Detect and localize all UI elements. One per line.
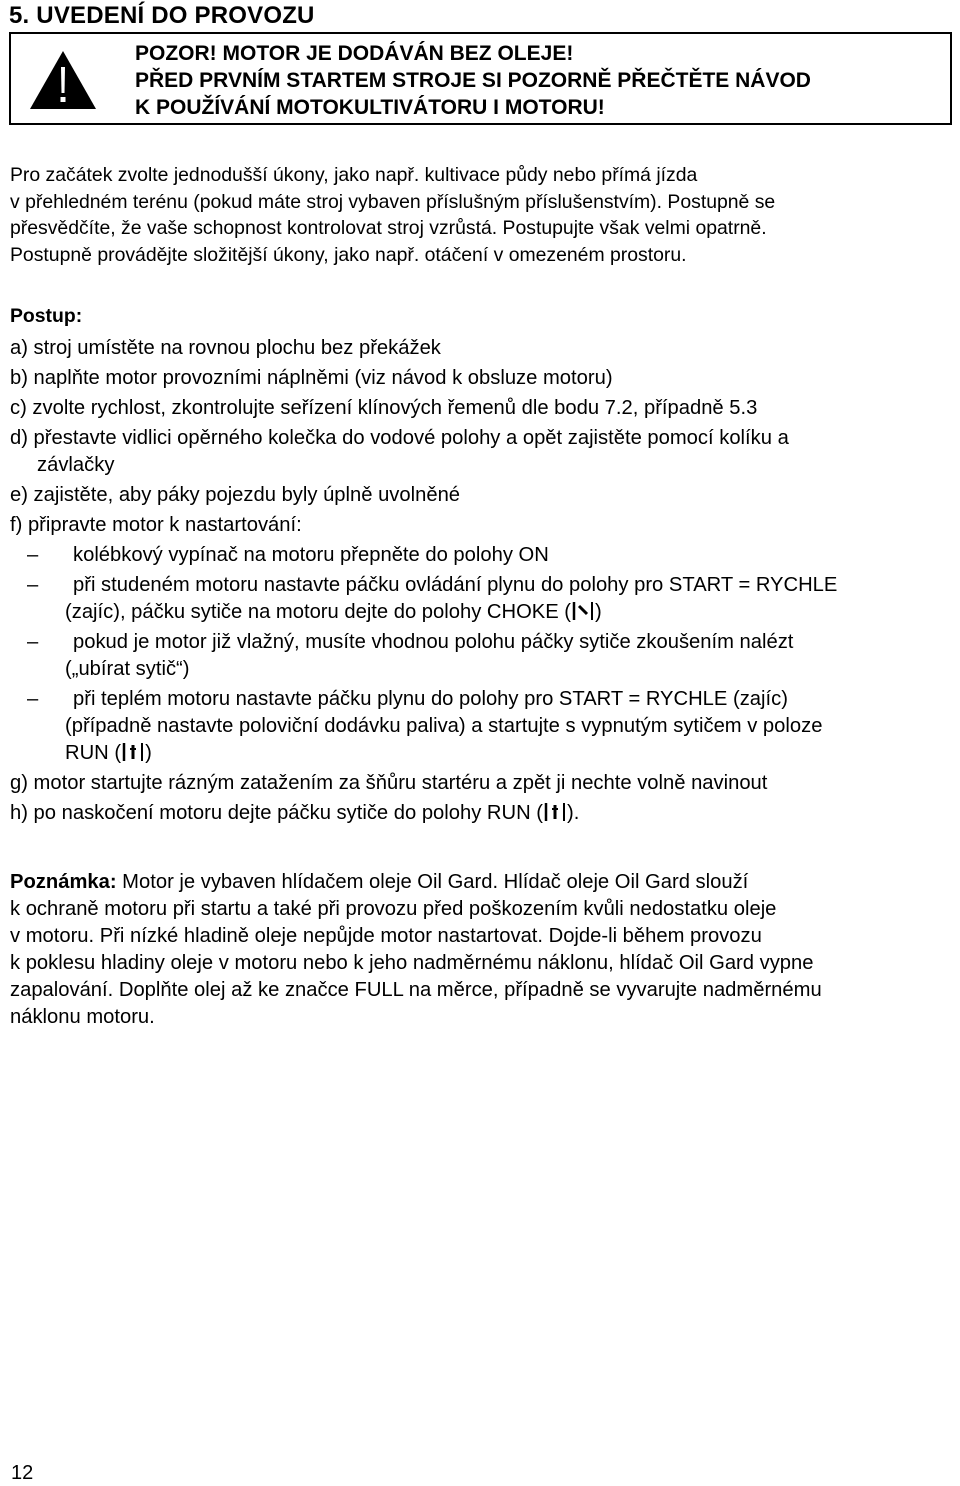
run-symbol-icon [121,742,145,762]
dash-bullet: – [27,688,39,710]
substep-text: kolébkový vypínač na motoru přepněte do polohy ON [73,544,549,566]
warning-line: K POUŽÍVÁNÍ MOTOKULTIVÁTORU I MOTORU! [135,96,605,119]
substep-text: ) [595,601,602,623]
intro-line: přesvědčíte, že vaše schopnost kontrolovat stroj vzrůstá. Postupujte však velmi opatrně. [10,217,767,239]
note-line: k ochraně motoru při startu a také při provozu před poškozením kvůli nedostatku oleje [10,898,777,920]
step-f: f) připravte motor k nastartování: [10,514,302,536]
intro-paragraph [10,162,950,268]
dash-bullet: – [27,574,39,596]
substep-text: („ubírat sytič“) [65,658,190,680]
note-line: v motoru. Při nízké hladině oleje nepůjde motor nastartovat. Dojde-li během provozu [10,925,762,947]
step-b: b) naplňte motor provozními náplněmi (viz návod k obsluze motoru) [10,367,613,389]
step-h-text: h) po naskočení motoru dejte páčku sytiče do polohy RUN ( [10,802,543,824]
intro-line: v přehledném terénu (pokud máte stroj vybaven příslušným příslušenstvím). Postupně se [10,190,776,213]
step-a: a) stroj umístěte na rovnou plochu bez překážek [10,337,441,359]
note-paragraph [10,869,955,1031]
step-d-continuation: závlačky [37,454,115,476]
note-text: Motor je vybaven hlídačem oleje Oil Gard. Hlídač oleje Oil Gard slouží [116,871,749,893]
warning-box [9,32,952,125]
note-line: zapalování. Doplňte olej až ke značce FULL na měrce, případně se vyvarujte nadměrnému [10,979,822,1001]
note-line: náklonu motoru. [10,1006,155,1028]
section-title: 5. UVEDENÍ DO PROVOZU [9,2,315,29]
substep-text: při teplém motoru nastavte páčku plynu do polohy pro START = RYCHLE (zajíc) [73,688,788,710]
substep-hot-engine [10,686,955,767]
warning-triangle-icon [28,49,98,111]
choke-symbol-icon [571,601,595,621]
step-d-line: d) přestavte vidlici opěrného kolečka do vodové polohy a opět zajistěte pomocí kolíku a [10,427,789,449]
step-c: c) zvolte rychlost, zkontrolujte seřízení klínových řemenů dle bodu 7.2, případně 5.3 [10,397,758,419]
run-symbol-icon [543,802,567,822]
step-h [10,800,955,827]
substep-text: (zajíc), páčku sytiče na motoru dejte do polohy CHOKE ( [65,601,572,623]
substep-text: ) [145,742,152,764]
warning-line: POZOR! MOTOR JE DODÁVÁN BEZ OLEJE! [135,42,574,65]
step-d [10,425,955,479]
page-number: 12 [11,1462,34,1484]
step-e: e) zajistěte, aby páky pojezdu byly úplně uvolněné [10,484,461,506]
substep-text: při studeném motoru nastavte páčku ovládání plynu do polohy pro START = RYCHLE [73,574,838,596]
dash-bullet: – [27,544,39,566]
procedure-heading: Postup: [10,305,83,327]
note-label: Poznámka: [10,871,117,893]
intro-line: Postupně provádějte složitější úkony, jako např. otáčení v omezeném prostoru. [10,243,687,266]
substep-warm-engine [10,629,955,683]
dash-bullet: – [27,631,39,653]
warning-text [135,40,811,121]
substep-cold-engine [10,572,955,626]
substep-text: pokud je motor již vlažný, musíte vhodnou polohu páčky sytiče zkoušením nalézt [73,631,794,653]
substep-text: (případně nastavte poloviční dodávku paliva) a startujte s vypnutým sytičem v poloze [65,715,823,737]
note-line: k poklesu hladiny oleje v motoru nebo k jeho nadměrnému náklonu, hlídač Oil Gard vypne [10,952,814,974]
substep-switch [10,542,955,569]
substep-text: RUN ( [65,742,122,764]
step-g: g) motor startujte rázným zatažením za šňůru startéru a zpět ji nechte volně navinout [10,772,768,794]
procedure-steps [10,335,955,830]
intro-line: Pro začátek zvolte jednodušší úkony, jako např. kultivace půdy nebo přímá jízda [10,164,698,186]
step-h-text: ). [567,802,580,824]
warning-line: PŘED PRVNÍM STARTEM STROJE SI POZORNĚ PŘEČTĚTE NÁVOD [135,69,811,92]
